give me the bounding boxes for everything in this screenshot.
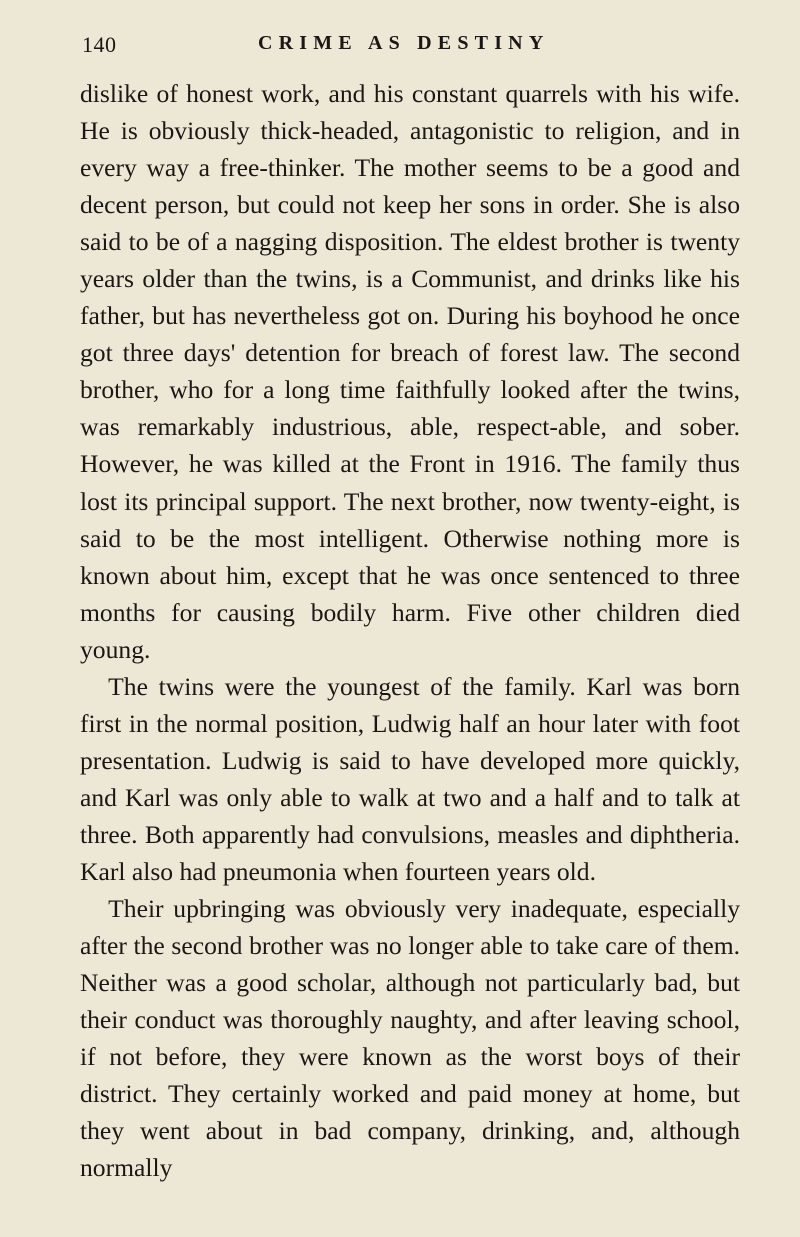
paragraph-family-background: dislike of honest work, and his constant quarrels with his wife. He is obviously thick-headed, antagonistic to religion, and in every way a free-thinker. The mother seems to be a good and decent person, but could not keep her sons in order. She is also said to be of a nagging disposition. The eldest brother is twenty years older than the twins, is a Communist, and drinks like his father, but has nevertheless got on. During his boyhood he once got three days' detention for breach of forest law. The second brother, who for a long time faithfully looked after the twins, was remarkably industrious, able, respect-able, and sober. However, he was killed at the Front in 1916. The family thus lost its principal support. The next brother, now twenty-eight, is said to be the most intelligent. Otherwise nothing more is known about him, except that he was once sentenced to three months for causing bodily harm. Five other children died young. [80,79,740,664]
paragraph-twins-birth: The twins were the youngest of the family. Karl was born first in the normal position, Ludwig half an hour later with foot presentation. Ludwig is said to have developed more quickly, and Karl was only able to walk at two and a half and to talk at three. Both apparently had convulsions, measles and diphtheria. Karl also had pneumonia when fourteen years old. [80,671,740,886]
running-head [80,28,740,64]
page-number: 140 [82,32,117,57]
paragraph-upbringing: Their upbringing was obviously very inadequate, especially after the second brother was no longer able to take care of them. Neither was a good scholar, although not particularly bad, but their conduct was thoroughly naughty, and after leaving school, if not before, they were known as the worst boys of their district. They certainly worked and paid money at home, but they went about in bad company, drinking, and, although normally [80,894,740,1183]
running-title: CRIME AS DESTINY [258,32,550,54]
body-text [80,75,740,1186]
